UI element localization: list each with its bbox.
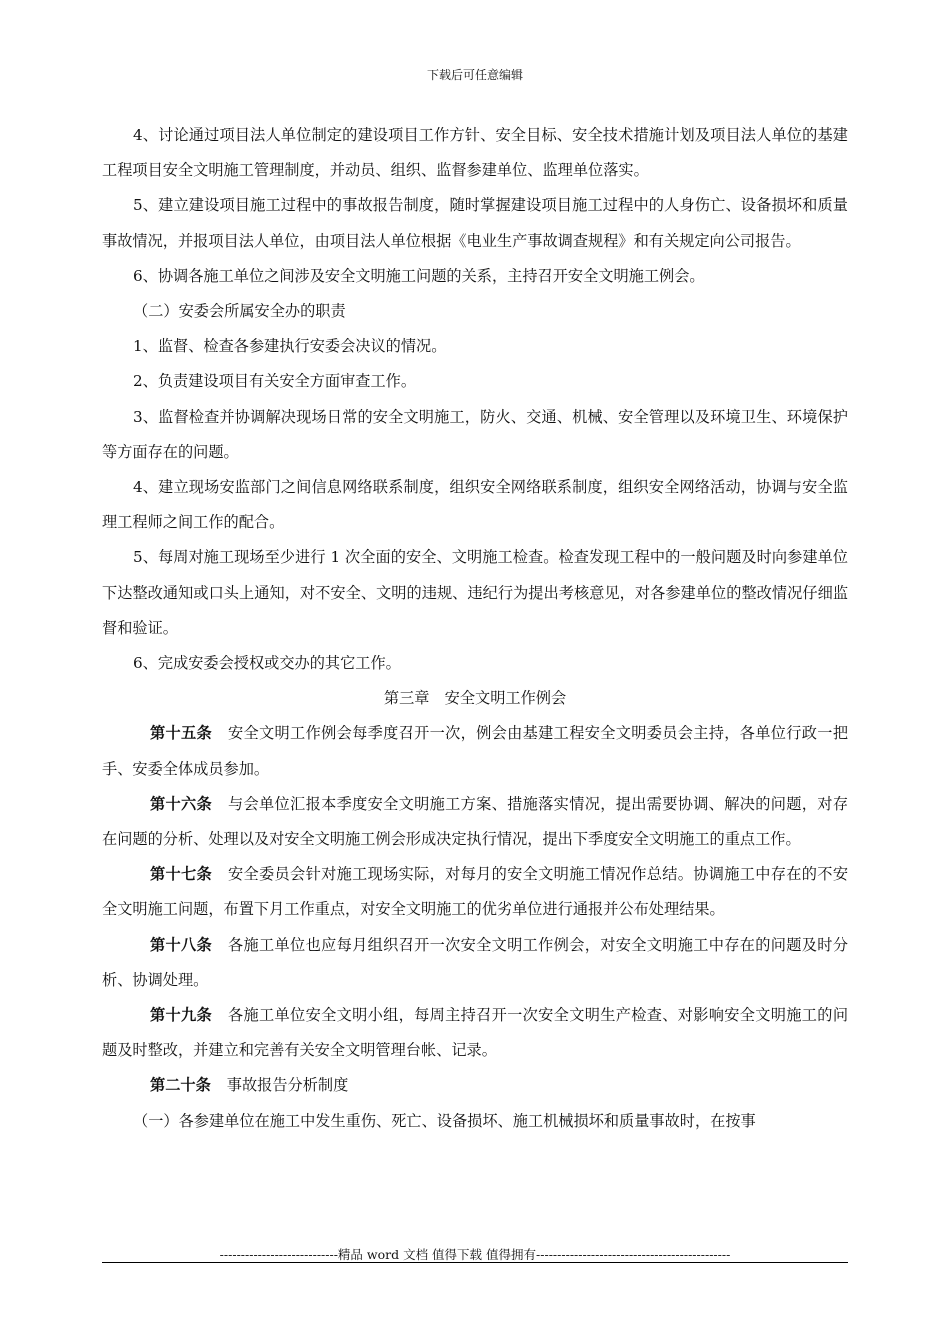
article-text: 事故报告分析制度 — [226, 1076, 349, 1095]
article-number: 第二十条 — [150, 1076, 211, 1095]
article-number: 第十九条 — [150, 1006, 213, 1025]
article-text: 各施工单位安全文明小组，每周主持召开一次安全文明生产检查、对影响安全文明施工的问题及时整改，并建立和完善有关安全文明管理台帐、记录。 — [102, 1006, 849, 1060]
article — [102, 928, 848, 998]
paragraph: 4、建立现场安监部门之间信息网络联系制度，组织安全网络联系制度，组织安全网络活动，协调与安全监理工程师之间工作的配合。 — [102, 478, 848, 532]
paragraph: 6、完成安委会授权或交办的其它工作。 — [133, 654, 401, 673]
article — [102, 857, 848, 927]
article-text: 安全委员会针对施工现场实际，对每月的安全文明施工情况作总结。协调施工中存在的不安全文明施工问题，布置下月工作重点，对安全文明施工的优劣单位进行通报并公布处理结果。 — [102, 865, 849, 919]
paragraph: （一）各参建单位在施工中发生重伤、死亡、设备损坏、施工机械损坏和质量事故时，在按事 — [133, 1111, 756, 1130]
paragraph: 5、建立建设项目施工过程中的事故报告制度，随时掌握建设项目施工过程中的人身伤亡、设备损坏和质量事故情况，并报项目法人单位，由项目法人单位根据《电业生产事故调查规程》和有关规定向公司报告。 — [102, 196, 848, 250]
article-number: 第十五条 — [150, 724, 213, 743]
page-footer: ----------------------------精品 word 文档 值得下载 值得拥有---------------------------------------------- — [219, 1247, 731, 1262]
article — [102, 998, 848, 1068]
article-number: 第十七条 — [150, 865, 213, 884]
document-body — [102, 118, 848, 1139]
page-header: 下载后可任意编辑 — [426, 68, 523, 82]
paragraph: 3、监督检查并协调解决现场日常的安全文明施工，防火、交通、机械、安全管理以及环境卫生、环境保护等方面存在的问题。 — [102, 407, 848, 461]
chapter-title: 第三章 安全文明工作例会 — [383, 689, 567, 708]
article-text: 安全文明工作例会每季度召开一次，例会由基建工程安全文明委员会主持，各单位行政一把手、安委全体成员参加。 — [102, 724, 849, 778]
article — [102, 716, 848, 786]
article-text: 与会单位汇报本季度安全文明施工方案、措施落实情况，提出需要协调、解决的问题，对存在问题的分析、处理以及对安全文明施工例会形成决定执行情况，提出下季度安全文明施工的重点工作。 — [102, 794, 849, 849]
article-number: 第十八条 — [150, 935, 213, 954]
paragraph: 5、每周对施工现场至少进行 1 次全面的安全、文明施工检查。检查发现工程中的一般问题及时向参建单位下达整改通知或口头上通知，对不安全、文明的违规、违纪行为提出考核意见，对各参建单位的整改情况仔细监督和验证。 — [102, 548, 848, 637]
article-number: 第十六条 — [150, 794, 213, 813]
paragraph: 6、协调各施工单位之间涉及安全文明施工问题的关系，主持召开安全文明施工例会。 — [133, 266, 705, 285]
paragraph: 1、监督、检查各参建执行安委会决议的情况。 — [133, 337, 447, 356]
article-text: 各施工单位也应每月组织召开一次安全文明工作例会，对安全文明施工中存在的问题及时分析、协调处理。 — [102, 935, 849, 989]
article — [102, 787, 848, 857]
paragraph: 4、讨论通过项目法人单位制定的建设项目工作方针、安全目标、安全技术措施计划及项目法人单位的基建工程项目安全文明施工管理制度，并动员、组织、监督参建单位、监理单位落实。 — [102, 126, 848, 180]
article — [102, 1068, 848, 1103]
paragraph: 2、负责建设项目有关安全方面审查工作。 — [133, 372, 417, 391]
footer-divider — [102, 1262, 848, 1263]
section-heading: （二）安委会所属安全办的职责 — [133, 302, 346, 321]
